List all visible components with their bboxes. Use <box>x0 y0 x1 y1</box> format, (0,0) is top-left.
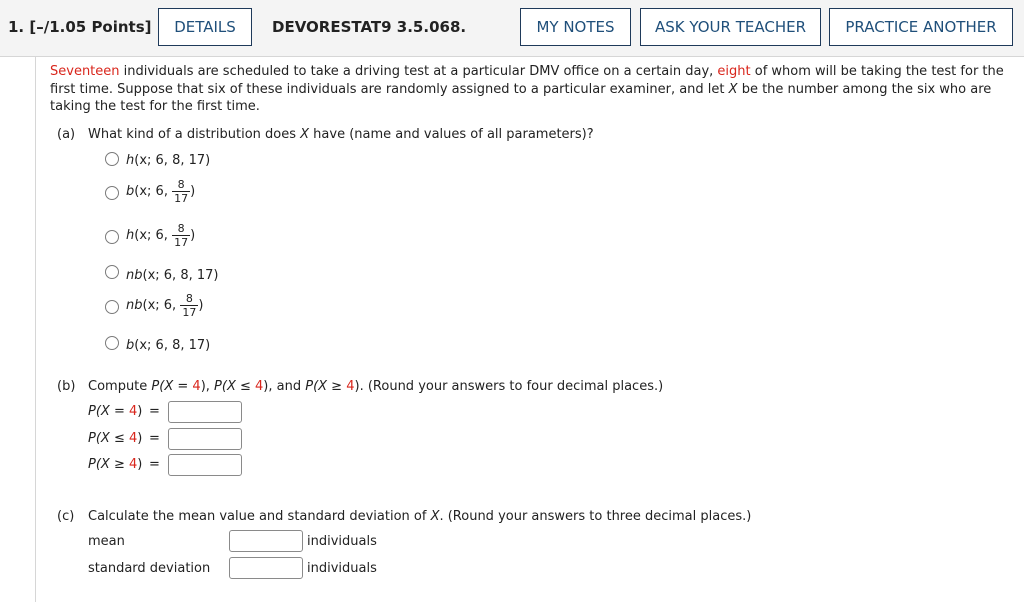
p-leq-4-label: P(X ≤ 4) <box>88 431 143 446</box>
mean-label: mean <box>88 534 125 549</box>
p-equal-4-label: P(X = 4) <box>88 404 143 419</box>
sd-input[interactable] <box>229 557 303 579</box>
radio-option-4[interactable] <box>105 265 119 279</box>
radio-option-2[interactable] <box>105 186 119 200</box>
part-a-question: What kind of a distribution does X have (name and values of all parameters)? <box>88 127 594 142</box>
question-code: DEVORESTAT9 3.5.068. <box>272 18 467 36</box>
radio-option-6[interactable] <box>105 336 119 350</box>
radio-option-3[interactable] <box>105 230 119 244</box>
practice-another-button[interactable]: PRACTICE ANOTHER <box>829 8 1013 46</box>
details-button[interactable]: DETAILS <box>158 8 252 46</box>
part-a-label: (a) <box>57 127 76 142</box>
question-number: 1. [–/1.05 Points] <box>8 18 152 36</box>
fraction: $\frac{8}{17}$ <box>182 292 197 319</box>
mean-input[interactable] <box>229 530 303 552</box>
radio-option-1[interactable] <box>105 152 119 166</box>
option-1-label: h(x; 6, 8, 17) <box>126 153 211 168</box>
fraction: $\frac{8}{17}$ <box>174 222 189 249</box>
equals-sign: = <box>149 457 160 472</box>
sd-label: standard deviation <box>88 561 211 576</box>
equals-sign: = <box>149 431 160 446</box>
part-c-question: Calculate the mean value and standard deviation of X. (Round your answers to three decimal places.) <box>88 509 752 524</box>
option-4-label: nb(x; 6, 8, 17) <box>126 268 219 283</box>
part-b-label: (b) <box>57 379 76 394</box>
mean-unit: individuals <box>307 534 377 549</box>
question-header <box>0 0 1024 57</box>
option-6-label: b(x; 6, 8, 17) <box>126 338 211 353</box>
equals-sign: = <box>149 404 160 419</box>
part-c-label: (c) <box>57 509 75 524</box>
fraction: $\frac{8}{17}$ <box>174 178 189 205</box>
ask-your-teacher-button[interactable]: ASK YOUR TEACHER <box>640 8 821 46</box>
option-2-label: b(x; 6, $\frac{8}{17}$ ) <box>126 178 196 205</box>
p-geq-4-input[interactable] <box>168 454 242 476</box>
part-b-question: Compute P(X = 4), P(X ≤ 4), and P(X ≥ 4). (Round your answers to four decimal places.) <box>88 379 664 394</box>
my-notes-button[interactable]: MY NOTES <box>520 8 631 46</box>
points-label: [–/1.05 Points] <box>29 18 152 36</box>
question-intro: Seventeen individuals are scheduled to take a driving test at a particular DMV office on a certain day, eight of whom will be taking the test for the first time. Suppose that six of these individuals are randomly assigned to a particular examiner, and let X be the number among the six who are taking the test for the first time. <box>50 64 1004 114</box>
p-leq-4-input[interactable] <box>168 428 242 450</box>
option-3-label: h(x; 6, $\frac{8}{17}$ ) <box>126 222 196 249</box>
radio-option-5[interactable] <box>105 300 119 314</box>
p-geq-4-label: P(X ≥ 4) <box>88 457 143 472</box>
p-equal-4-input[interactable] <box>168 401 242 423</box>
sd-unit: individuals <box>307 561 377 576</box>
option-5-label: nb(x; 6, $\frac{8}{17}$ ) <box>126 292 204 319</box>
question-content <box>35 57 1021 602</box>
